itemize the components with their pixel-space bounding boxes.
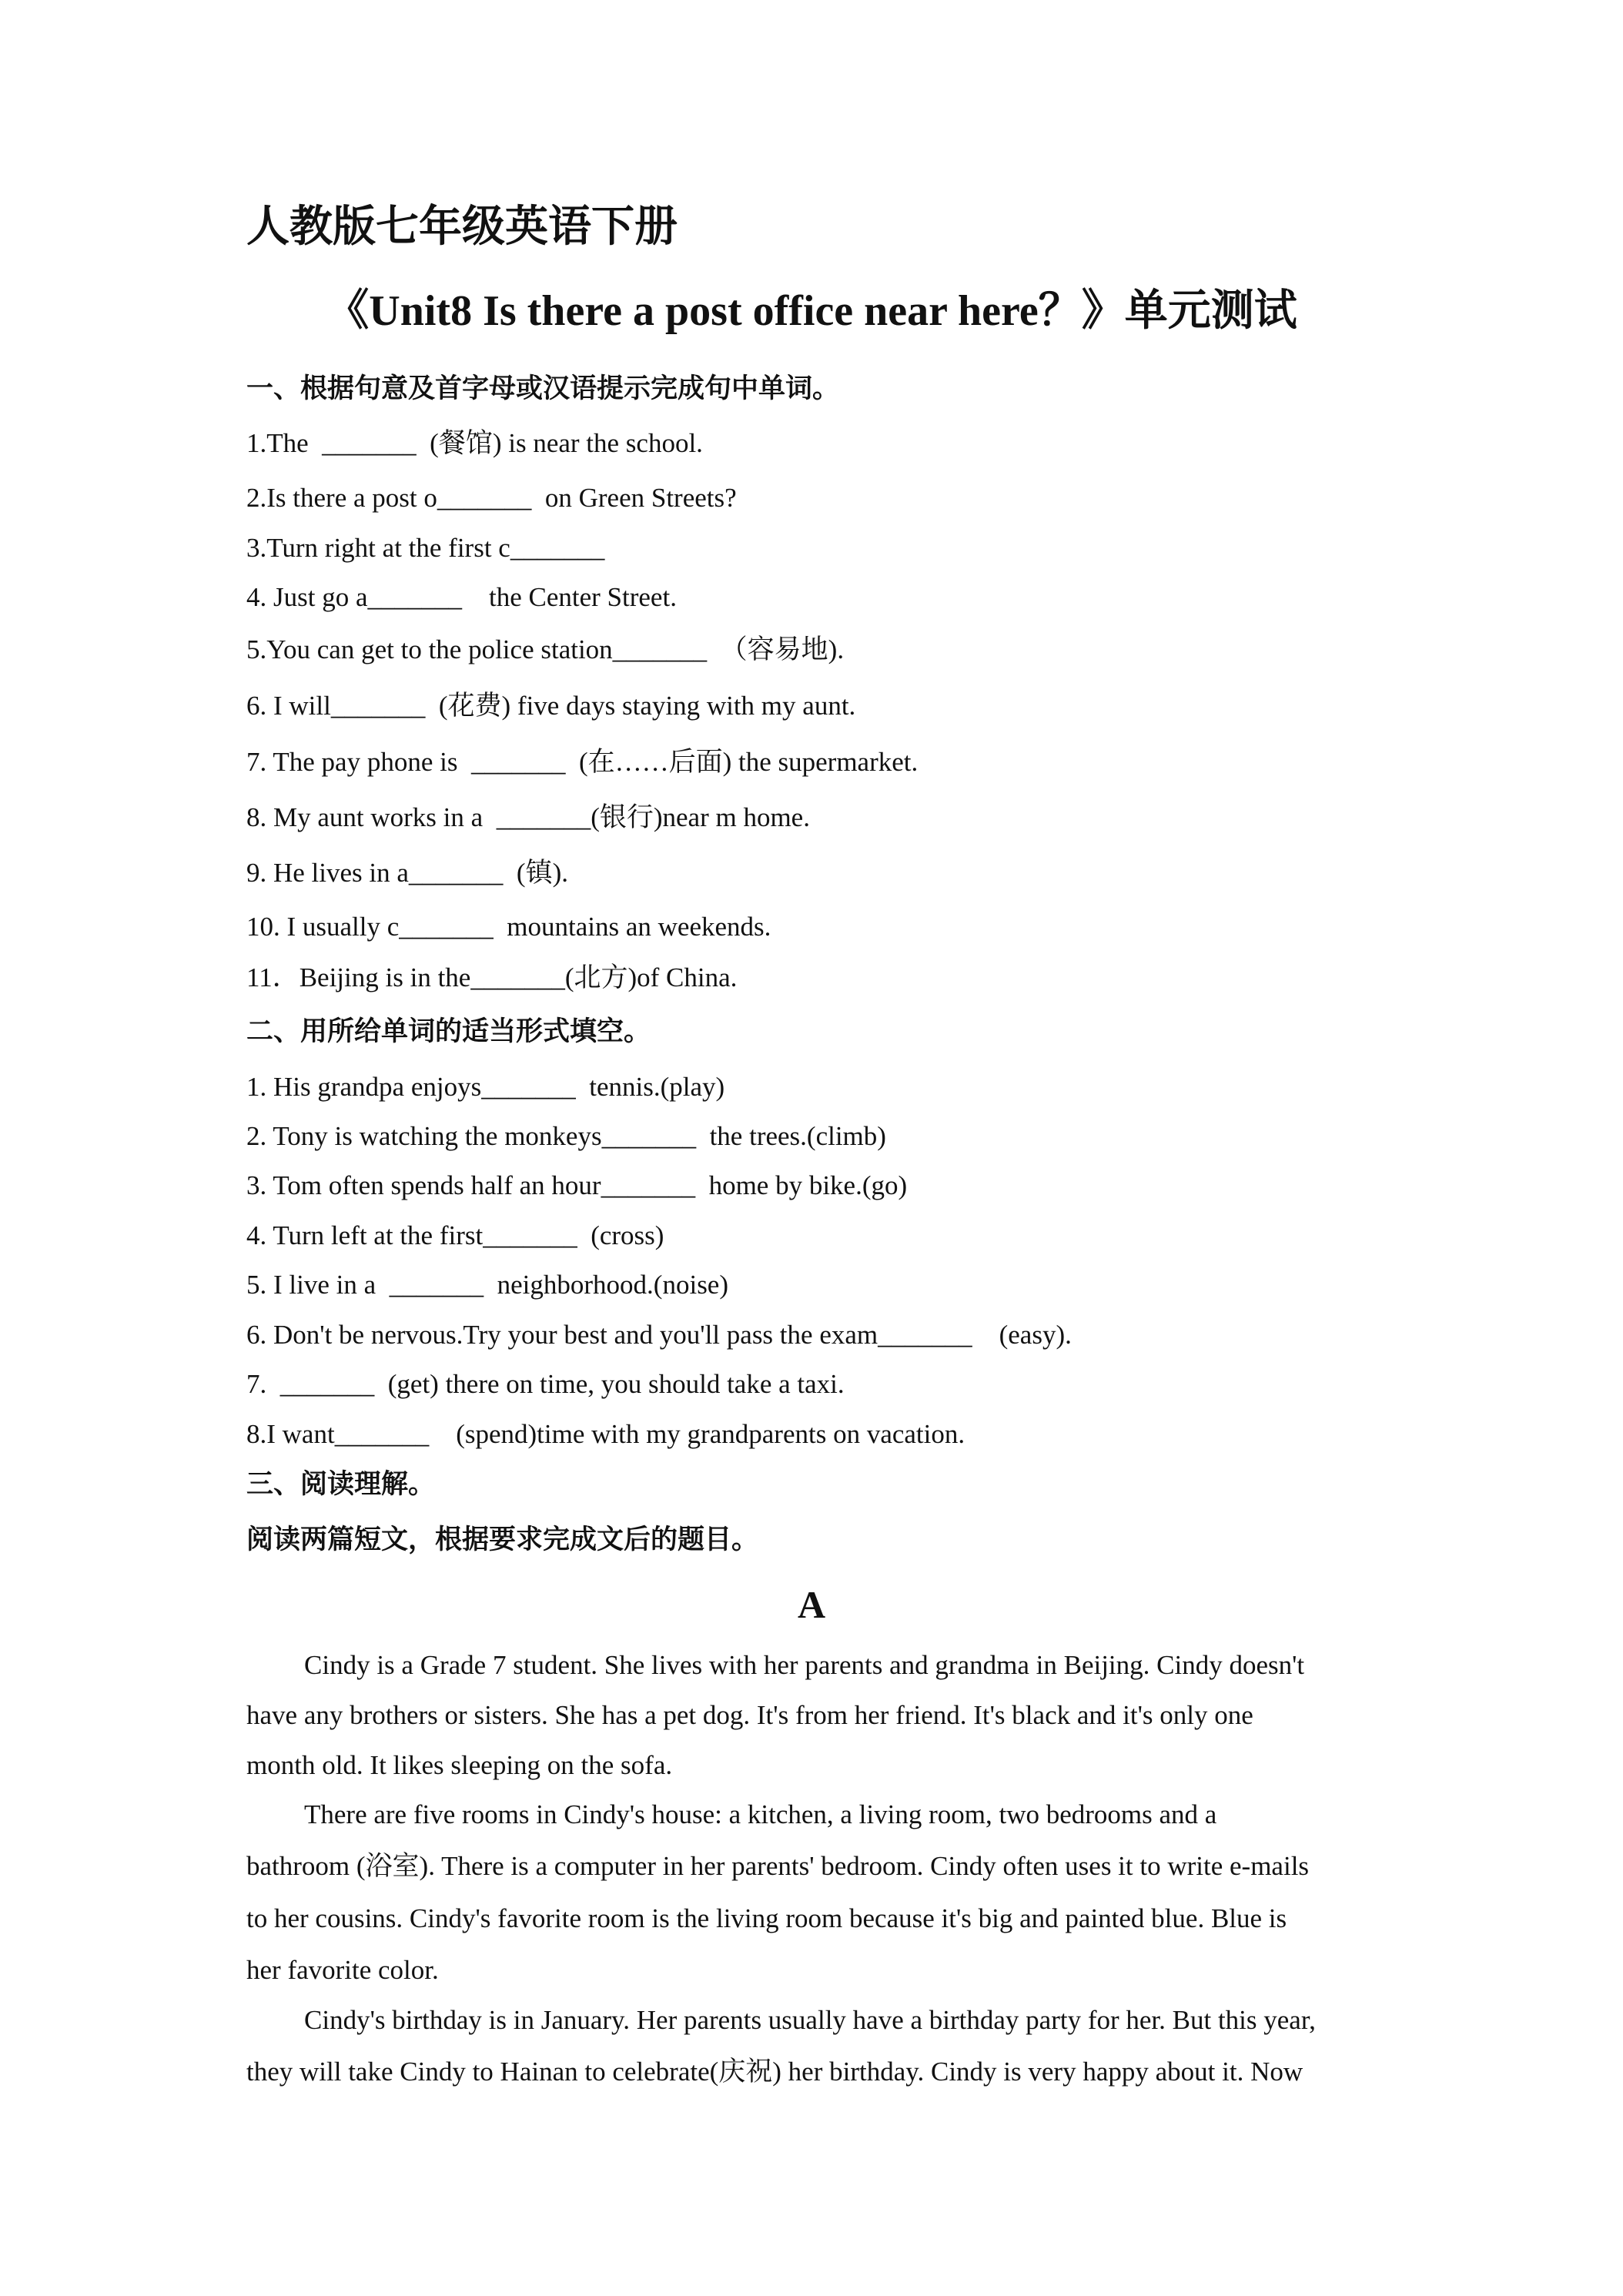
passage-line: Cindy's birthday is in January. Her parents usually have a birthday party for her. But this year,	[304, 2005, 1316, 2035]
section1-item: 7. The pay phone is _______ (在……后面) the supermarket.	[246, 747, 919, 777]
section3-heading: 三、阅读理解。	[246, 1469, 436, 1500]
passage-line: her favorite color.	[246, 1955, 439, 1985]
section1-item: 6. I will_______ (花费) five days staying with my aunt.	[246, 691, 856, 721]
passage-line: Cindy is a Grade 7 student. She lives with her parents and grandma in Beijing. Cindy doesn't	[304, 1650, 1305, 1680]
section1-heading: 一、根据句意及首字母或汉语提示完成句中单词。	[246, 373, 840, 404]
section1-item: 1.The _______ (餐馆) is near the school.	[246, 428, 703, 458]
section2-item: 3. Tom often spends half an hour_______ home by bike.(go)	[246, 1170, 908, 1200]
passage-line: There are five rooms in Cindy's house: a kitchen, a living room, two bedrooms and a	[304, 1799, 1217, 1829]
section1-item: 9. He lives in a_______ (镇).	[246, 858, 568, 888]
section3-instruction: 阅读两篇短文，根据要求完成文后的题目。	[246, 1525, 759, 1555]
section2-heading: 二、用所给单词的适当形式填空。	[246, 1016, 651, 1047]
document-title: 《Unit8 Is there a post office near here？》单元测试	[326, 287, 1297, 335]
section2-item: 7. _______ (get) there on time, you should take a taxi.	[246, 1369, 845, 1399]
section1-item: 5.You can get to the police station_______ （容易地).	[246, 634, 845, 664]
section1-item: 8. My aunt works in a _______(银行)near m home.	[246, 802, 810, 832]
document-header: 人教版七年级英语下册	[246, 203, 678, 251]
section1-item: 4. Just go a_______ the Center Street.	[246, 582, 677, 612]
section2-item: 5. I live in a _______ neighborhood.(noise)	[246, 1270, 729, 1300]
section1-item: 3.Turn right at the first c_______	[246, 533, 605, 563]
section2-item: 2. Tony is watching the monkeys_______ the trees.(climb)	[246, 1121, 886, 1151]
passage-line: bathroom (浴室). There is a computer in her parents' bedroom. Cindy often uses it to write e-mails	[246, 1851, 1310, 1881]
section1-item: 10. I usually c_______ mountains an weekends.	[246, 912, 771, 942]
section1-item: 2.Is there a post o_______ on Green Streets?	[246, 483, 737, 513]
section2-item: 1. His grandpa enjoys_______ tennis.(play)	[246, 1072, 725, 1102]
passage-label: A	[797, 1583, 826, 1626]
passage-line: have any brothers or sisters. She has a pet dog. It's from her friend. It's black and it's only one	[246, 1700, 1253, 1730]
section2-item: 8.I want_______ (spend)time with my grandparents on vacation.	[246, 1419, 965, 1449]
passage-line: month old. It likes sleeping on the sofa.	[246, 1750, 673, 1780]
section2-item: 4. Turn left at the first_______ (cross)	[246, 1220, 664, 1250]
passage-line: to her cousins. Cindy's favorite room is the living room because it's big and painted blue. Blue is	[246, 1903, 1287, 1933]
section1-item: 11．Beijing is in the_______(北方)of China.	[246, 962, 738, 992]
passage-line: they will take Cindy to Hainan to celebrate(庆祝) her birthday. Cindy is very happy about it. Now	[246, 2057, 1303, 2087]
section2-item: 6. Don't be nervous.Try your best and you'll pass the exam_______ (easy).	[246, 1320, 1072, 1350]
